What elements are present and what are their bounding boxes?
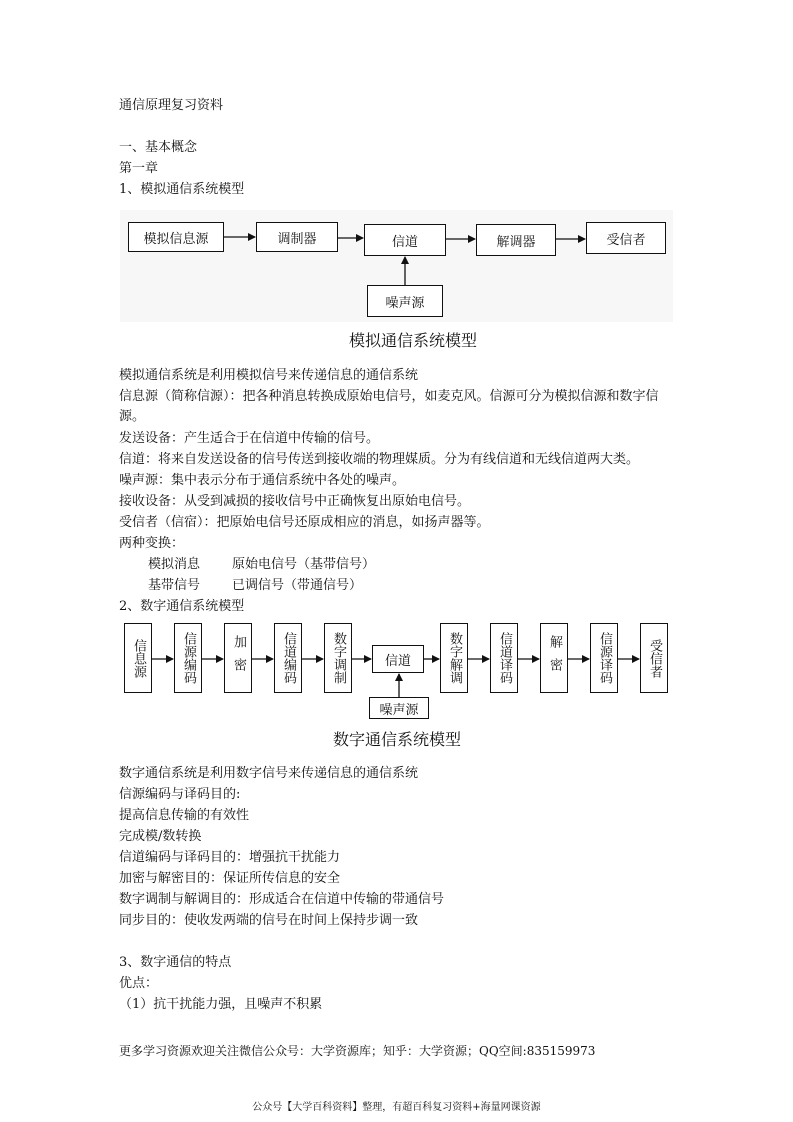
section-heading: 一、基本概念 (119, 140, 198, 155)
analog-para-1: 模拟通信系统是利用模拟信号来传递信息的通信系统 (119, 368, 419, 383)
analog-box-channel: 信道 (364, 224, 446, 256)
digital-para-8: 同步目的：使收发两端的信号在时间上保持步调一致 (119, 913, 419, 928)
digital-box-source-decoder: 信源译码 (590, 623, 618, 693)
digital-para-3: 提高信息传输的有效性 (119, 808, 250, 823)
digital-box-channel: 信道 (372, 645, 424, 673)
digital-box-decrypt: 解密 (540, 623, 568, 693)
digital-para-1: 数字通信系统是利用数字信号来传递信息的通信系统 (119, 766, 419, 781)
digital-box-channel-encoder: 信道编码 (274, 623, 302, 693)
advantages-label: 优点： (119, 976, 159, 991)
analog-box-demodulator: 解调器 (476, 224, 556, 256)
analog-para-6: 接收设备：从受到减损的接收信号中正确恢复出原始电信号。 (119, 494, 471, 509)
transform-1-from: 模拟消息 (148, 557, 201, 572)
analog-diagram-caption: 模拟通信系统模型 (349, 331, 478, 350)
analog-box-noise: 噪声源 (367, 285, 443, 317)
analog-box-source: 模拟信息源 (128, 222, 224, 252)
analog-box-modulator: 调制器 (256, 222, 338, 252)
analog-para-7: 受信者（信宿）：把原始电信号还原成相应的消息，如扬声器等。 (119, 515, 490, 530)
digital-box-source: 信息源 (124, 623, 152, 693)
digital-box-channel-decoder: 信道译码 (490, 623, 518, 693)
footer-note: 更多学习资源欢迎关注微信公众号：大学资源库；知乎：大学资源；QQ空间:835159973 (119, 1044, 596, 1058)
analog-para-8: 两种变换： (119, 536, 185, 551)
analog-para-3: 发送设备：产生适合于在信道中传输的信号。 (119, 431, 380, 446)
digital-box-encrypt: 加密 (224, 623, 252, 693)
analog-para-4: 信道：将来自发送设备的信号传送到接收端的物理媒质。分为有线信道和无线信道两大类。 (119, 452, 640, 467)
transform-2-to: 已调信号（带通信号） (232, 578, 363, 593)
digital-para-4: 完成模/数转换 (119, 829, 202, 844)
digital-para-7: 数字调制与解调目的：形成适合在信道中传输的带通信号 (119, 892, 445, 907)
analog-box-receiver: 受信者 (586, 222, 666, 254)
digital-para-6: 加密与解密目的：保证所传信息的安全 (119, 871, 341, 886)
document-title: 通信原理复习资料 (119, 98, 224, 113)
bottom-watermark-note: 公众号【大学百科资料】整理，有超百科复习资料+海量网课资源 (252, 1102, 541, 1113)
analog-para-5: 噪声源：集中表示分布于通信系统中各处的噪声。 (119, 473, 406, 488)
digital-para-5: 信道编码与译码目的：增强抗干扰能力 (119, 850, 341, 865)
transform-2-from: 基带信号 (148, 578, 201, 593)
digital-box-modulator: 数字调制 (324, 623, 352, 693)
digital-para-2: 信源编码与译码目的: (119, 787, 241, 802)
advantage-item-1: （1）抗干扰能力强，且噪声不积累 (119, 997, 323, 1012)
digital-box-noise: 噪声源 (369, 697, 429, 719)
subsection-analog-heading: 1、模拟通信系统模型 (119, 182, 245, 197)
digital-box-receiver: 受信者 (640, 623, 668, 693)
digital-box-source-encoder: 信源编码 (174, 623, 202, 693)
subsection-digital-heading: 2、数字通信系统模型 (119, 599, 245, 614)
analog-para-2: 信息源（简称信源）：把各种消息转换成原始电信号，如麦克风。信源可分为模拟信源和数字信源。 (119, 389, 659, 424)
subsection-features-heading: 3、数字通信的特点 (119, 955, 232, 970)
chapter-heading: 第一章 (119, 161, 159, 176)
digital-box-demodulator: 数字解调 (440, 623, 468, 693)
transform-1-to: 原始电信号（基带信号） (232, 557, 376, 572)
digital-diagram-caption: 数字通信系统模型 (333, 730, 462, 749)
